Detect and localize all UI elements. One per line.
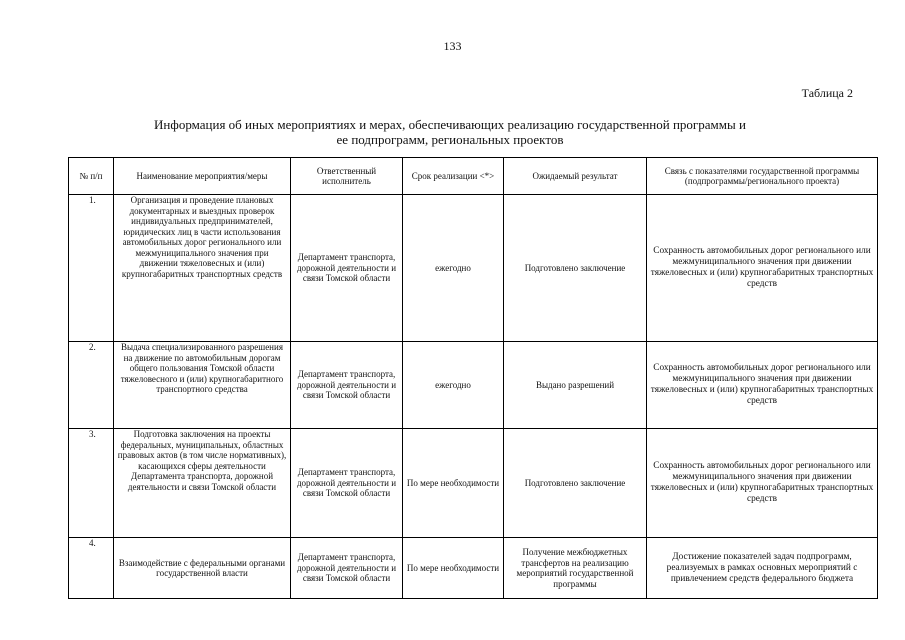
header-measure-name: Наименование мероприятия/меры	[114, 158, 291, 195]
indicator-link: Сохранность автомобильных дорог регионального или межмуниципального значения при движении тяжеловесных и (или) крупногабаритных транспортных средств	[647, 195, 878, 342]
table-row	[69, 195, 878, 342]
table-header-row	[69, 158, 878, 195]
row-number: 3.	[69, 429, 114, 538]
measure-name: Организация и проведение плановых документарных и выездных проверок индивидуальных предпринимателей, юридических лиц в части использования автомобильных дорог регионального или межмуниципального значения при движении тяжеловесных и (или) крупногабаритных транспортных средств	[114, 195, 291, 342]
term: По мере необходимости	[403, 538, 504, 599]
executor: Департамент транспорта, дорожной деятельности и связи Томской области	[291, 538, 403, 599]
term: ежегодно	[403, 342, 504, 429]
header-executor: Ответственный исполнитель	[291, 158, 403, 195]
header-indicator-link: Связь с показателями государственной программы (подпрограммы/регионального проекта)	[647, 158, 878, 195]
measure-name: Выдача специализированного разрешения на движение по автомобильным дорогам общего пользования Томской области тяжеловесного и (или) крупногабаритного транспортного средства	[114, 342, 291, 429]
table-row	[69, 538, 878, 599]
measure-name: Взаимодействие с федеральными органами государственной власти	[114, 538, 291, 599]
term: По мере необходимости	[403, 429, 504, 538]
header-result: Ожидаемый результат	[504, 158, 647, 195]
executor: Департамент транспорта, дорожной деятельности и связи Томской области	[291, 342, 403, 429]
header-number: № п/п	[69, 158, 114, 195]
row-number: 4.	[69, 538, 114, 599]
executor: Департамент транспорта, дорожной деятельности и связи Томской области	[291, 429, 403, 538]
indicator-link: Достижение показателей задач подпрограмм, реализуемых в рамках основных мероприятий с привлечением средств федерального бюджета	[647, 538, 878, 599]
table-row	[69, 429, 878, 538]
measures-table	[68, 157, 878, 599]
table-label: Таблица 2	[801, 86, 853, 100]
expected-result: Получение межбюджетных трансфертов на реализацию мероприятий государственной программы	[504, 538, 647, 599]
term: ежегодно	[403, 195, 504, 342]
table-row	[69, 342, 878, 429]
indicator-link: Сохранность автомобильных дорог регионального или межмуниципального значения при движении тяжеловесных и (или) крупногабаритных транспортных средств	[647, 429, 878, 538]
row-number: 1.	[69, 195, 114, 342]
expected-result: Выдано разрешений	[504, 342, 647, 429]
expected-result: Подготовлено заключение	[504, 195, 647, 342]
measure-name: Подготовка заключения на проекты федеральных, муниципальных, областных правовых актов (в том числе нормативных), касающихся сферы деятельности Департамента транспорта, дорожной деятельности и связи Томской области	[114, 429, 291, 538]
header-term: Срок реализации <*>	[403, 158, 504, 195]
expected-result: Подготовлено заключение	[504, 429, 647, 538]
page-number: 133	[443, 39, 462, 53]
indicator-link: Сохранность автомобильных дорог регионального или межмуниципального значения при движении тяжеловесных и (или) крупногабаритных транспортных средств	[647, 342, 878, 429]
document-title: Информация об иных мероприятиях и мерах, обеспечивающих реализацию государственной программы и ее подпрограмм, региональных проектов	[154, 117, 746, 147]
executor: Департамент транспорта, дорожной деятельности и связи Томской области	[291, 195, 403, 342]
row-number: 2.	[69, 342, 114, 429]
